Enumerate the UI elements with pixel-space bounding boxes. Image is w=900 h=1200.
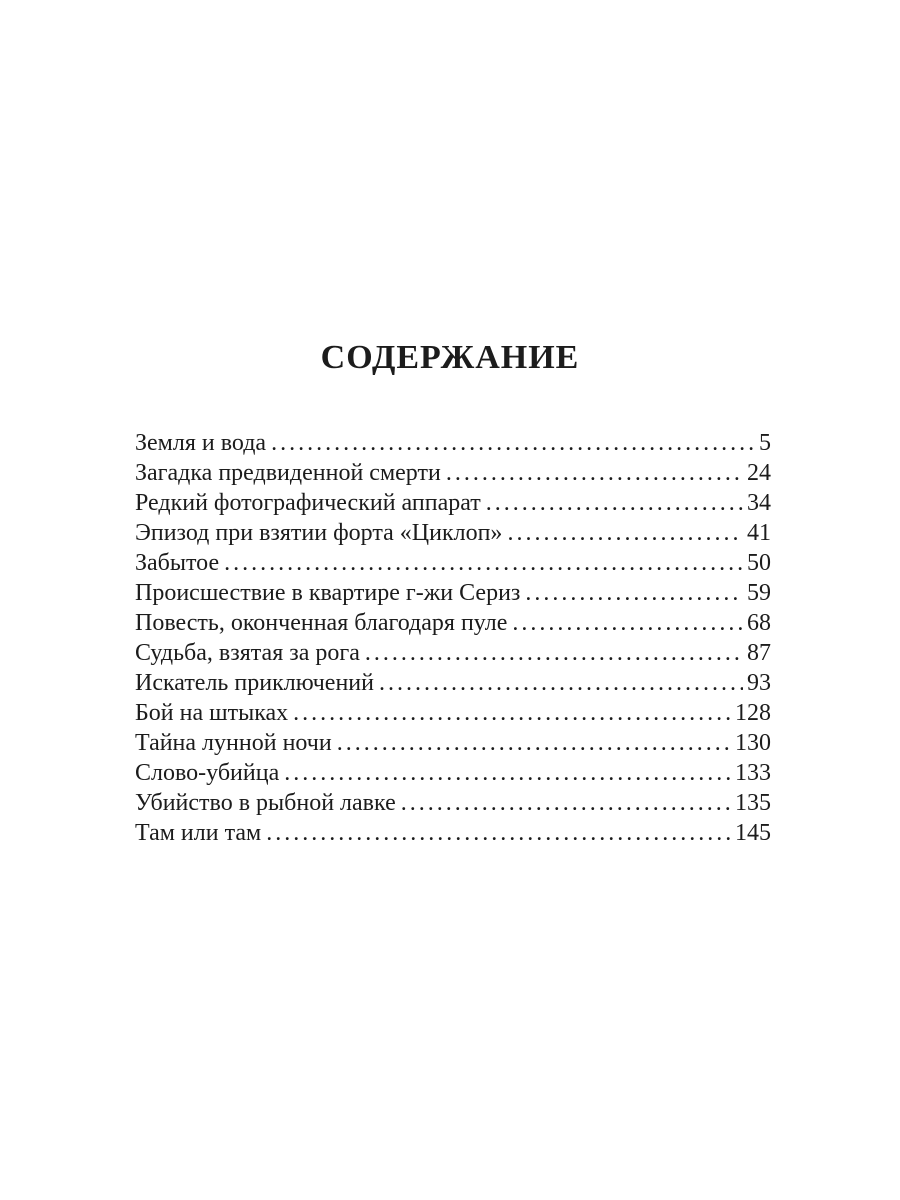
toc-entry-title: Забытое bbox=[135, 550, 220, 576]
toc-entry-page: 59 bbox=[747, 580, 771, 606]
dot-leader bbox=[401, 788, 731, 818]
toc-entry bbox=[135, 728, 771, 758]
dot-leader bbox=[486, 488, 743, 518]
toc-entry-page: 5 bbox=[759, 430, 771, 456]
toc-entry-title: Происшествие в квартире г-жи Сериз bbox=[135, 580, 521, 606]
dot-leader bbox=[507, 518, 743, 548]
toc-entry-page: 41 bbox=[747, 520, 771, 546]
toc-entry-title: Земля и вода bbox=[135, 430, 267, 456]
toc-entry bbox=[135, 608, 771, 638]
toc-entry bbox=[135, 488, 771, 518]
toc-entry bbox=[135, 428, 771, 458]
dot-leader bbox=[337, 728, 731, 758]
toc-entry-title: Тайна лунной ночи bbox=[135, 730, 332, 756]
toc-entry-page: 34 bbox=[747, 490, 771, 516]
toc-entry bbox=[135, 818, 771, 848]
toc-entry-title: Загадка предвиденной смерти bbox=[135, 460, 441, 486]
toc-entry-page: 128 bbox=[735, 700, 771, 726]
toc-entry-title: Бой на штыках bbox=[135, 700, 289, 726]
toc-entry-title: Эпизод при взятии форта «Циклоп» bbox=[135, 520, 503, 546]
toc-entry-title: Искатель приключений bbox=[135, 670, 374, 696]
toc-entry bbox=[135, 548, 771, 578]
dot-leader bbox=[512, 608, 743, 638]
toc-entry-title: Слово-убийца bbox=[135, 760, 280, 786]
dot-leader bbox=[379, 668, 743, 698]
dot-leader bbox=[293, 698, 731, 728]
toc-entry bbox=[135, 518, 771, 548]
dot-leader bbox=[224, 548, 743, 578]
dot-leader bbox=[284, 758, 731, 788]
page-title: СОДЕРЖАНИЕ bbox=[320, 339, 580, 376]
toc-entry-page: 133 bbox=[735, 760, 771, 786]
toc-entry-page: 145 bbox=[735, 820, 771, 846]
dot-leader bbox=[365, 638, 743, 668]
toc-entry-title: Повесть, оконченная благодаря пуле bbox=[135, 610, 508, 636]
toc-entry bbox=[135, 578, 771, 608]
toc-entry-page: 130 bbox=[735, 730, 771, 756]
toc-entry bbox=[135, 458, 771, 488]
toc-entry-page: 68 bbox=[747, 610, 771, 636]
toc-entry-title: Убийство в рыбной лавке bbox=[135, 790, 396, 816]
dot-leader bbox=[525, 578, 743, 608]
dot-leader bbox=[271, 428, 755, 458]
toc-entry-page: 87 bbox=[747, 640, 771, 666]
toc-entry-page: 93 bbox=[747, 670, 771, 696]
toc-entry-title: Судьба, взятая за рога bbox=[135, 640, 360, 666]
table-of-contents bbox=[135, 428, 771, 848]
toc-entry-page: 24 bbox=[747, 460, 771, 486]
toc-entry-title: Там или там bbox=[135, 820, 262, 846]
toc-entry-title: Редкий фотографический аппарат bbox=[135, 490, 481, 516]
toc-entry bbox=[135, 698, 771, 728]
toc-entry-page: 135 bbox=[735, 790, 771, 816]
dot-leader bbox=[266, 818, 731, 848]
toc-entry-page: 50 bbox=[747, 550, 771, 576]
dot-leader bbox=[446, 458, 743, 488]
toc-entry bbox=[135, 668, 771, 698]
toc-entry bbox=[135, 638, 771, 668]
toc-entry bbox=[135, 758, 771, 788]
toc-entry bbox=[135, 788, 771, 818]
